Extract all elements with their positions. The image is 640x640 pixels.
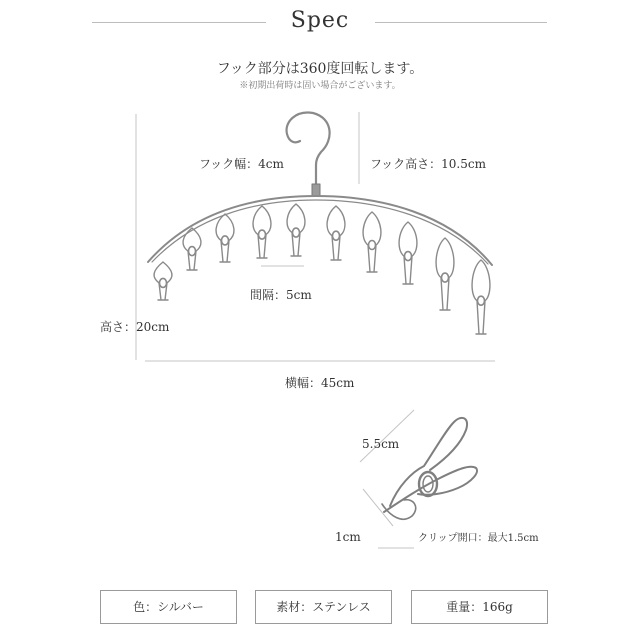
spacing-label: 間隔：5cm xyxy=(250,288,312,302)
clip-thickness-label: 1cm xyxy=(335,530,361,544)
rotation-note: フック部分は360度回転します。 xyxy=(216,61,424,77)
clip-length-label: 5.5cm xyxy=(362,437,400,451)
spec-material-box: 素材：ステンレス xyxy=(255,590,392,624)
height-label: 高さ：20cm xyxy=(100,320,170,334)
clip-opening-label: クリップ開口：最大1.5cm xyxy=(418,533,539,544)
hook-width-label: フック幅：4cm xyxy=(199,157,284,171)
width-label: 横幅：45cm xyxy=(285,376,355,390)
spec-weight-box: 重量：166g xyxy=(411,590,548,624)
hook-height-label: フック高さ：10.5cm xyxy=(370,157,486,171)
shipping-note: ※初期出荷時は固い場合がございます。 xyxy=(239,81,401,91)
spec-color-box: 色：シルバー xyxy=(100,590,237,624)
clip-upper-arm-icon xyxy=(390,418,467,506)
page-title: Spec xyxy=(290,8,350,33)
